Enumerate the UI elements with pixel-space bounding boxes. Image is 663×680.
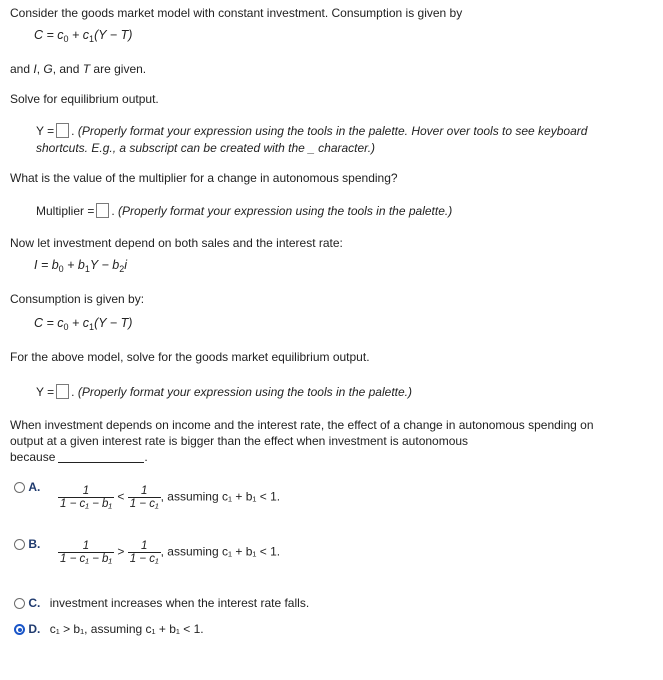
option-b-expression: $\frac{1}{\text{1 − c₁ − b₁}}$ > $\frac{1}{\text{1 − c₁}}$ , assuming c₁ + b₁ < 1.: [60, 540, 281, 565]
hint-text-continued: shortcuts. E.g., a subscript can be created with the _ character.): [36, 141, 376, 155]
q4-line-1: When investment depends on income and the interest rate, the effect of a change in autonomous spending on: [10, 418, 594, 432]
option-c[interactable]: [14, 596, 309, 610]
option-a[interactable]: [14, 480, 40, 494]
consumption-label: Consumption is given by:: [10, 292, 145, 306]
hint-text: (Properly format your expression using the tools in the palette.): [118, 204, 453, 218]
q1-intro: Consider the goods market model with constant investment. Consumption is given by: [10, 6, 463, 20]
option-d[interactable]: [14, 622, 204, 636]
option-d-letter: D.: [28, 622, 41, 636]
y-answer-input-1[interactable]: [56, 123, 69, 138]
q3-solve-prompt: For the above model, solve for the goods market equilibrium output.: [10, 350, 370, 364]
multiplier-label: Multiplier =: [36, 204, 95, 218]
consumption-equation-1: $C = c_0 + c_1(Y - T)$: [34, 28, 133, 44]
q4-line-3: because .: [10, 450, 148, 464]
hint-text: (Properly format your expression using the tools in the palette. Hover over tools to see keyboard: [77, 124, 588, 138]
radio-option-d-selected[interactable]: [14, 624, 25, 635]
option-b-letter: B.: [28, 537, 41, 551]
y-label: Y =: [36, 385, 55, 399]
q2-answer-row: Multiplier = . (Properly format your expression using the tools in the palette.): [36, 204, 453, 218]
investment-equation: $I = b_0 + b_1Y - b_2i$: [34, 258, 128, 274]
q3-answer-row: Y = . (Properly format your expression using the tools in the palette.): [36, 385, 412, 399]
q1-solve-prompt: Solve for equilibrium output.: [10, 92, 159, 106]
option-c-text: investment increases when the interest rate falls.: [49, 596, 310, 610]
q1-answer-row: Y = . (Properly format your expression using the tools in the palette. Hover over tools to see keyboard: [36, 124, 588, 138]
radio-option-c[interactable]: [14, 598, 25, 609]
radio-option-b[interactable]: [14, 539, 25, 550]
consumption-equation-2: $C = c_0 + c_1(Y - T)$: [34, 316, 133, 332]
option-d-text: c₁ > b₁, assuming c₁ + b₁ < 1.: [49, 622, 204, 636]
q3-intro: Now let investment depend on both sales and the interest rate:: [10, 236, 343, 250]
y-answer-input-2[interactable]: [56, 384, 69, 399]
y-label: Y =: [36, 124, 55, 138]
option-b[interactable]: [14, 537, 40, 551]
option-c-letter: C.: [28, 596, 41, 610]
option-a-letter: A.: [28, 480, 41, 494]
option-a-expression: $\frac{1}{\text{1 − c₁ − b₁}}$ < $\frac{1}{\text{1 − c₁}}$ , assuming c₁ + b₁ < 1.: [60, 485, 281, 510]
q4-line-2: output at a given interest rate is bigger than the effect when investment is autonomous: [10, 434, 469, 448]
answer-blank: [58, 451, 144, 463]
radio-option-a[interactable]: [14, 482, 25, 493]
hint-text: (Properly format your expression using the tools in the palette.): [77, 385, 412, 399]
given-variables: and I, G, and T are given.: [10, 62, 147, 76]
multiplier-answer-input[interactable]: [96, 203, 109, 218]
q2-question: What is the value of the multiplier for a change in autonomous spending?: [10, 171, 398, 185]
